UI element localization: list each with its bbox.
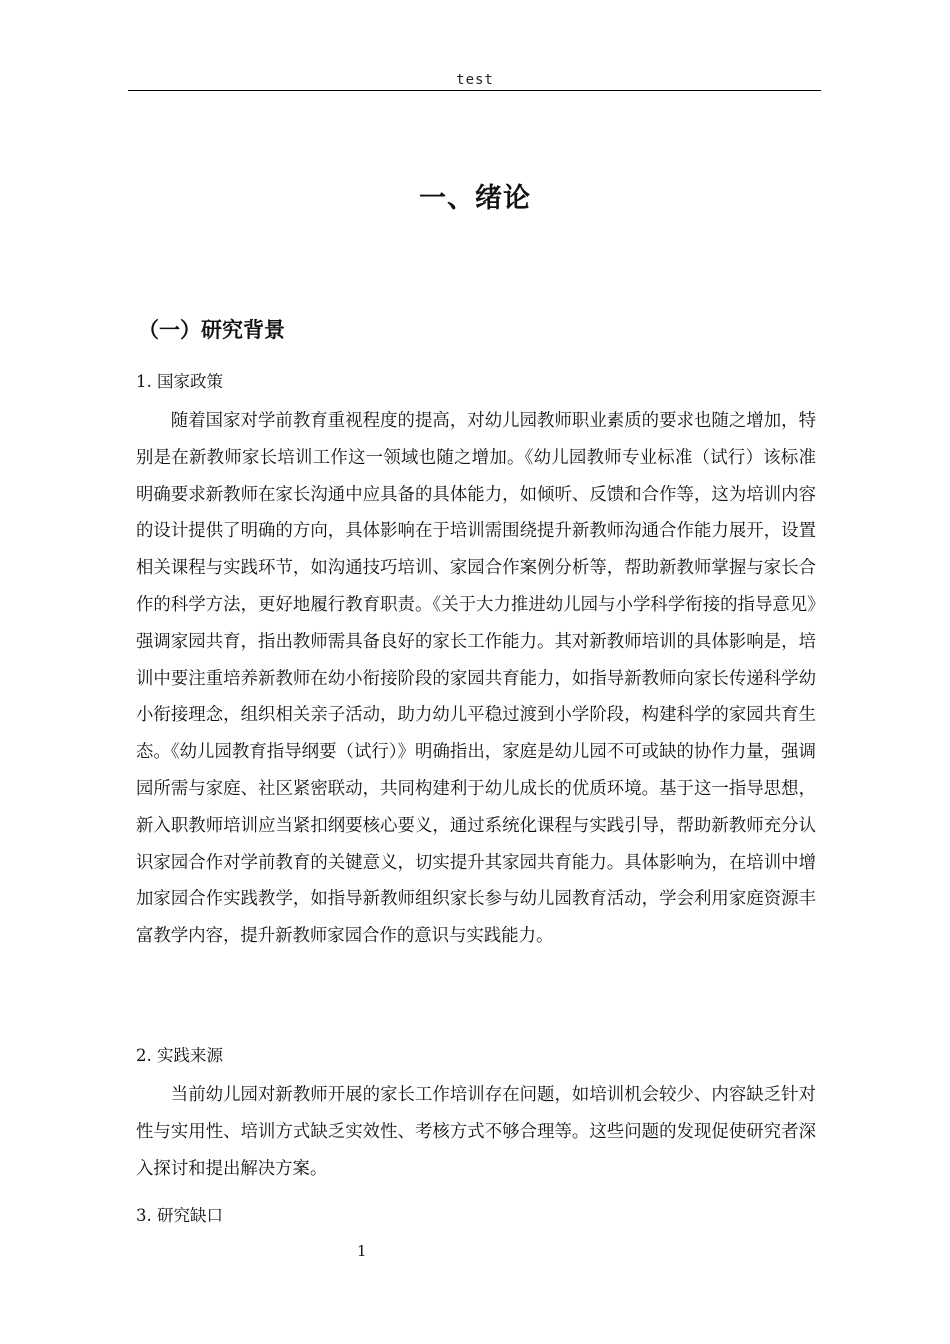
running-header: test [456, 72, 494, 88]
page-number: 1 [357, 1242, 367, 1260]
subsection-title: 实践来源 [157, 1046, 223, 1065]
subsection-title: 研究缺口 [157, 1206, 223, 1225]
subsection-heading-2 [136, 1042, 223, 1066]
subsection-number: 1. [136, 372, 152, 391]
subsection-heading-1 [136, 368, 223, 392]
body-paragraph-policy: 随着国家对学前教育重视程度的提高，对幼儿园教师职业素质的要求也随之增加，特别是在新教师家长培训工作这一领域也随之增加。《幼儿园教师专业标准（试行）该标准明确要求新教师在家长沟通中应具备的具体能力，如倾听、反馈和合作等，这为培训内容的设计提供了明确的方向，具体影响在于培训需围绕提升新教师沟通合作能力展开，设置相关课程与实践环节，如沟通技巧培训、家园合作案例分析等，帮助新教师掌握与家长合作的科学方法，更好地履行教育职责。《关于大力推进幼儿园与小学科学衔接的指导意见》强调家园共育，指出教师需具备良好的家长工作能力。其对新教师培训的具体影响是，培训中要注重培养新教师在幼小衔接阶段的家园共育能力，如指导新教师向家长传递科学幼小衔接理念，组织相关亲子活动，助力幼儿平稳过渡到小学阶段，构建科学的家园共育生态。《幼儿园教育指导纲要（试行）》明确指出，家庭是幼儿园不可或缺的协作力量，强调园所需与家庭、社区紧密联动，共同构建利于幼儿成长的优质环境。基于这一指导思想，新入职教师培训应当紧扣纲要核心要义，通过系统化课程与实践引导，帮助新教师充分认识家园合作对学前教育的关键意义，切实提升其家园共育能力。具体影响为，在培训中增加家园合作实践教学，如指导新教师组织家长参与幼儿园教育活动，学会利用家庭资源丰富教学内容，提升新教师家园合作的意识与实践能力。 [136, 411, 816, 947]
subsection-number: 3. [136, 1206, 152, 1225]
section-title: （一）研究背景 [138, 318, 285, 342]
header-divider [128, 90, 821, 91]
subsection-number: 2. [136, 1046, 152, 1065]
body-paragraph-practice: 当前幼儿园对新教师开展的家长工作培训存在问题，如培训机会较少、内容缺乏针对性与实用性、培训方式缺乏实效性、考核方式不够合理等。这些问题的发现促使研究者深入探讨和提出解决方案。 [136, 1085, 816, 1179]
chapter-title: 一、绪论 [419, 183, 531, 214]
subsection-heading-3 [136, 1202, 223, 1226]
subsection-title: 国家政策 [157, 372, 223, 391]
